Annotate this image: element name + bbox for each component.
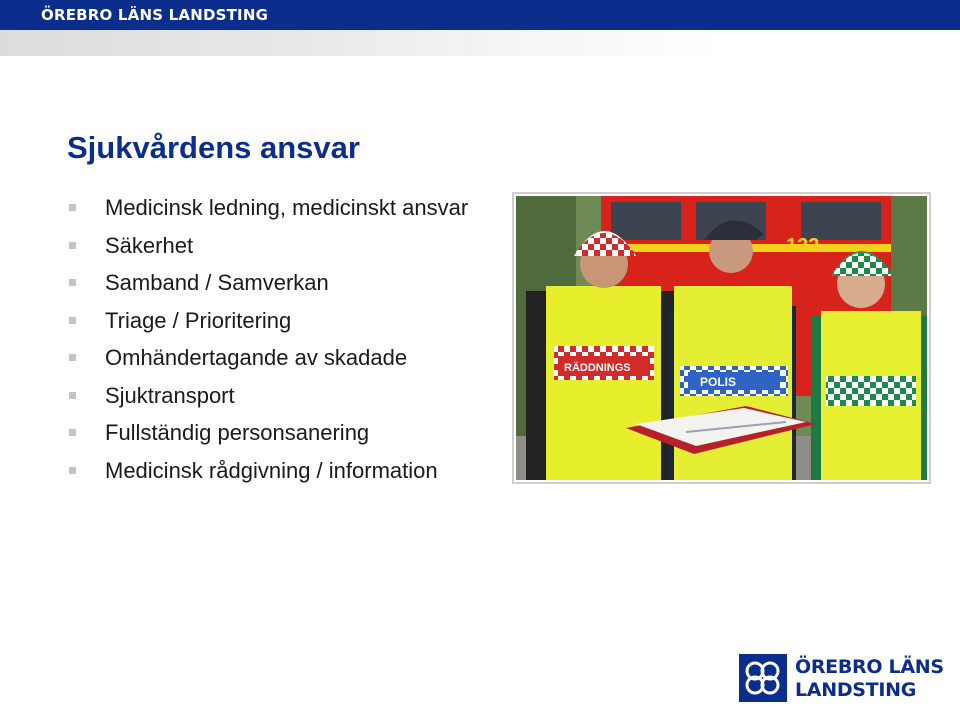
bullet-item	[67, 193, 468, 231]
landsting-logo	[739, 652, 944, 704]
bullet-text: Säkerhet	[105, 232, 194, 258]
bullet-item	[67, 456, 468, 494]
svg-text:POLIS: POLIS	[700, 375, 737, 389]
header-bar	[0, 0, 960, 30]
svg-text:122: 122	[786, 235, 820, 257]
header-brand: ÖREBRO LÄNS LANDSTING	[41, 6, 269, 24]
rescue-team-photo	[512, 192, 931, 484]
square-bullet-icon	[69, 392, 76, 399]
bullet-text: Samband / Samverkan	[105, 270, 329, 295]
bullet-text: Triage / Prioritering	[105, 307, 292, 333]
square-bullet-icon	[69, 467, 76, 474]
bullet-text: Medicinsk rådgivning / information	[105, 457, 438, 483]
bullet-item	[67, 268, 468, 306]
logo-wordmark	[795, 656, 944, 702]
bullet-text: Omhändertagande av skadade	[105, 345, 408, 370]
header-shadow	[0, 30, 960, 56]
bullet-item	[67, 231, 468, 269]
square-bullet-icon	[69, 429, 76, 436]
bullet-text: Medicinsk ledning, medicinskt ansvar	[105, 195, 469, 220]
bullet-text: Sjuktransport	[105, 382, 235, 408]
rescue-team-illustration	[516, 196, 927, 480]
square-bullet-icon	[69, 279, 76, 286]
bullet-item	[67, 418, 468, 456]
slide-title: Sjukvårdens ansvar	[67, 130, 360, 165]
svg-text:RÄDDNINGS: RÄDDNINGS	[564, 362, 631, 374]
landsting-emblem-icon	[739, 654, 787, 702]
square-bullet-icon	[69, 317, 76, 324]
square-bullet-icon	[69, 204, 76, 211]
bullet-item	[67, 343, 468, 381]
bullet-list	[67, 193, 468, 493]
logo-line-2: LANDSTING	[795, 679, 916, 701]
bullet-text: Fullständig personsanering	[105, 420, 370, 445]
bullet-item	[67, 306, 468, 344]
square-bullet-icon	[69, 354, 76, 361]
square-bullet-icon	[69, 242, 76, 249]
logo-line-1: ÖREBRO LÄNS	[795, 656, 944, 678]
bullet-item	[67, 381, 468, 419]
